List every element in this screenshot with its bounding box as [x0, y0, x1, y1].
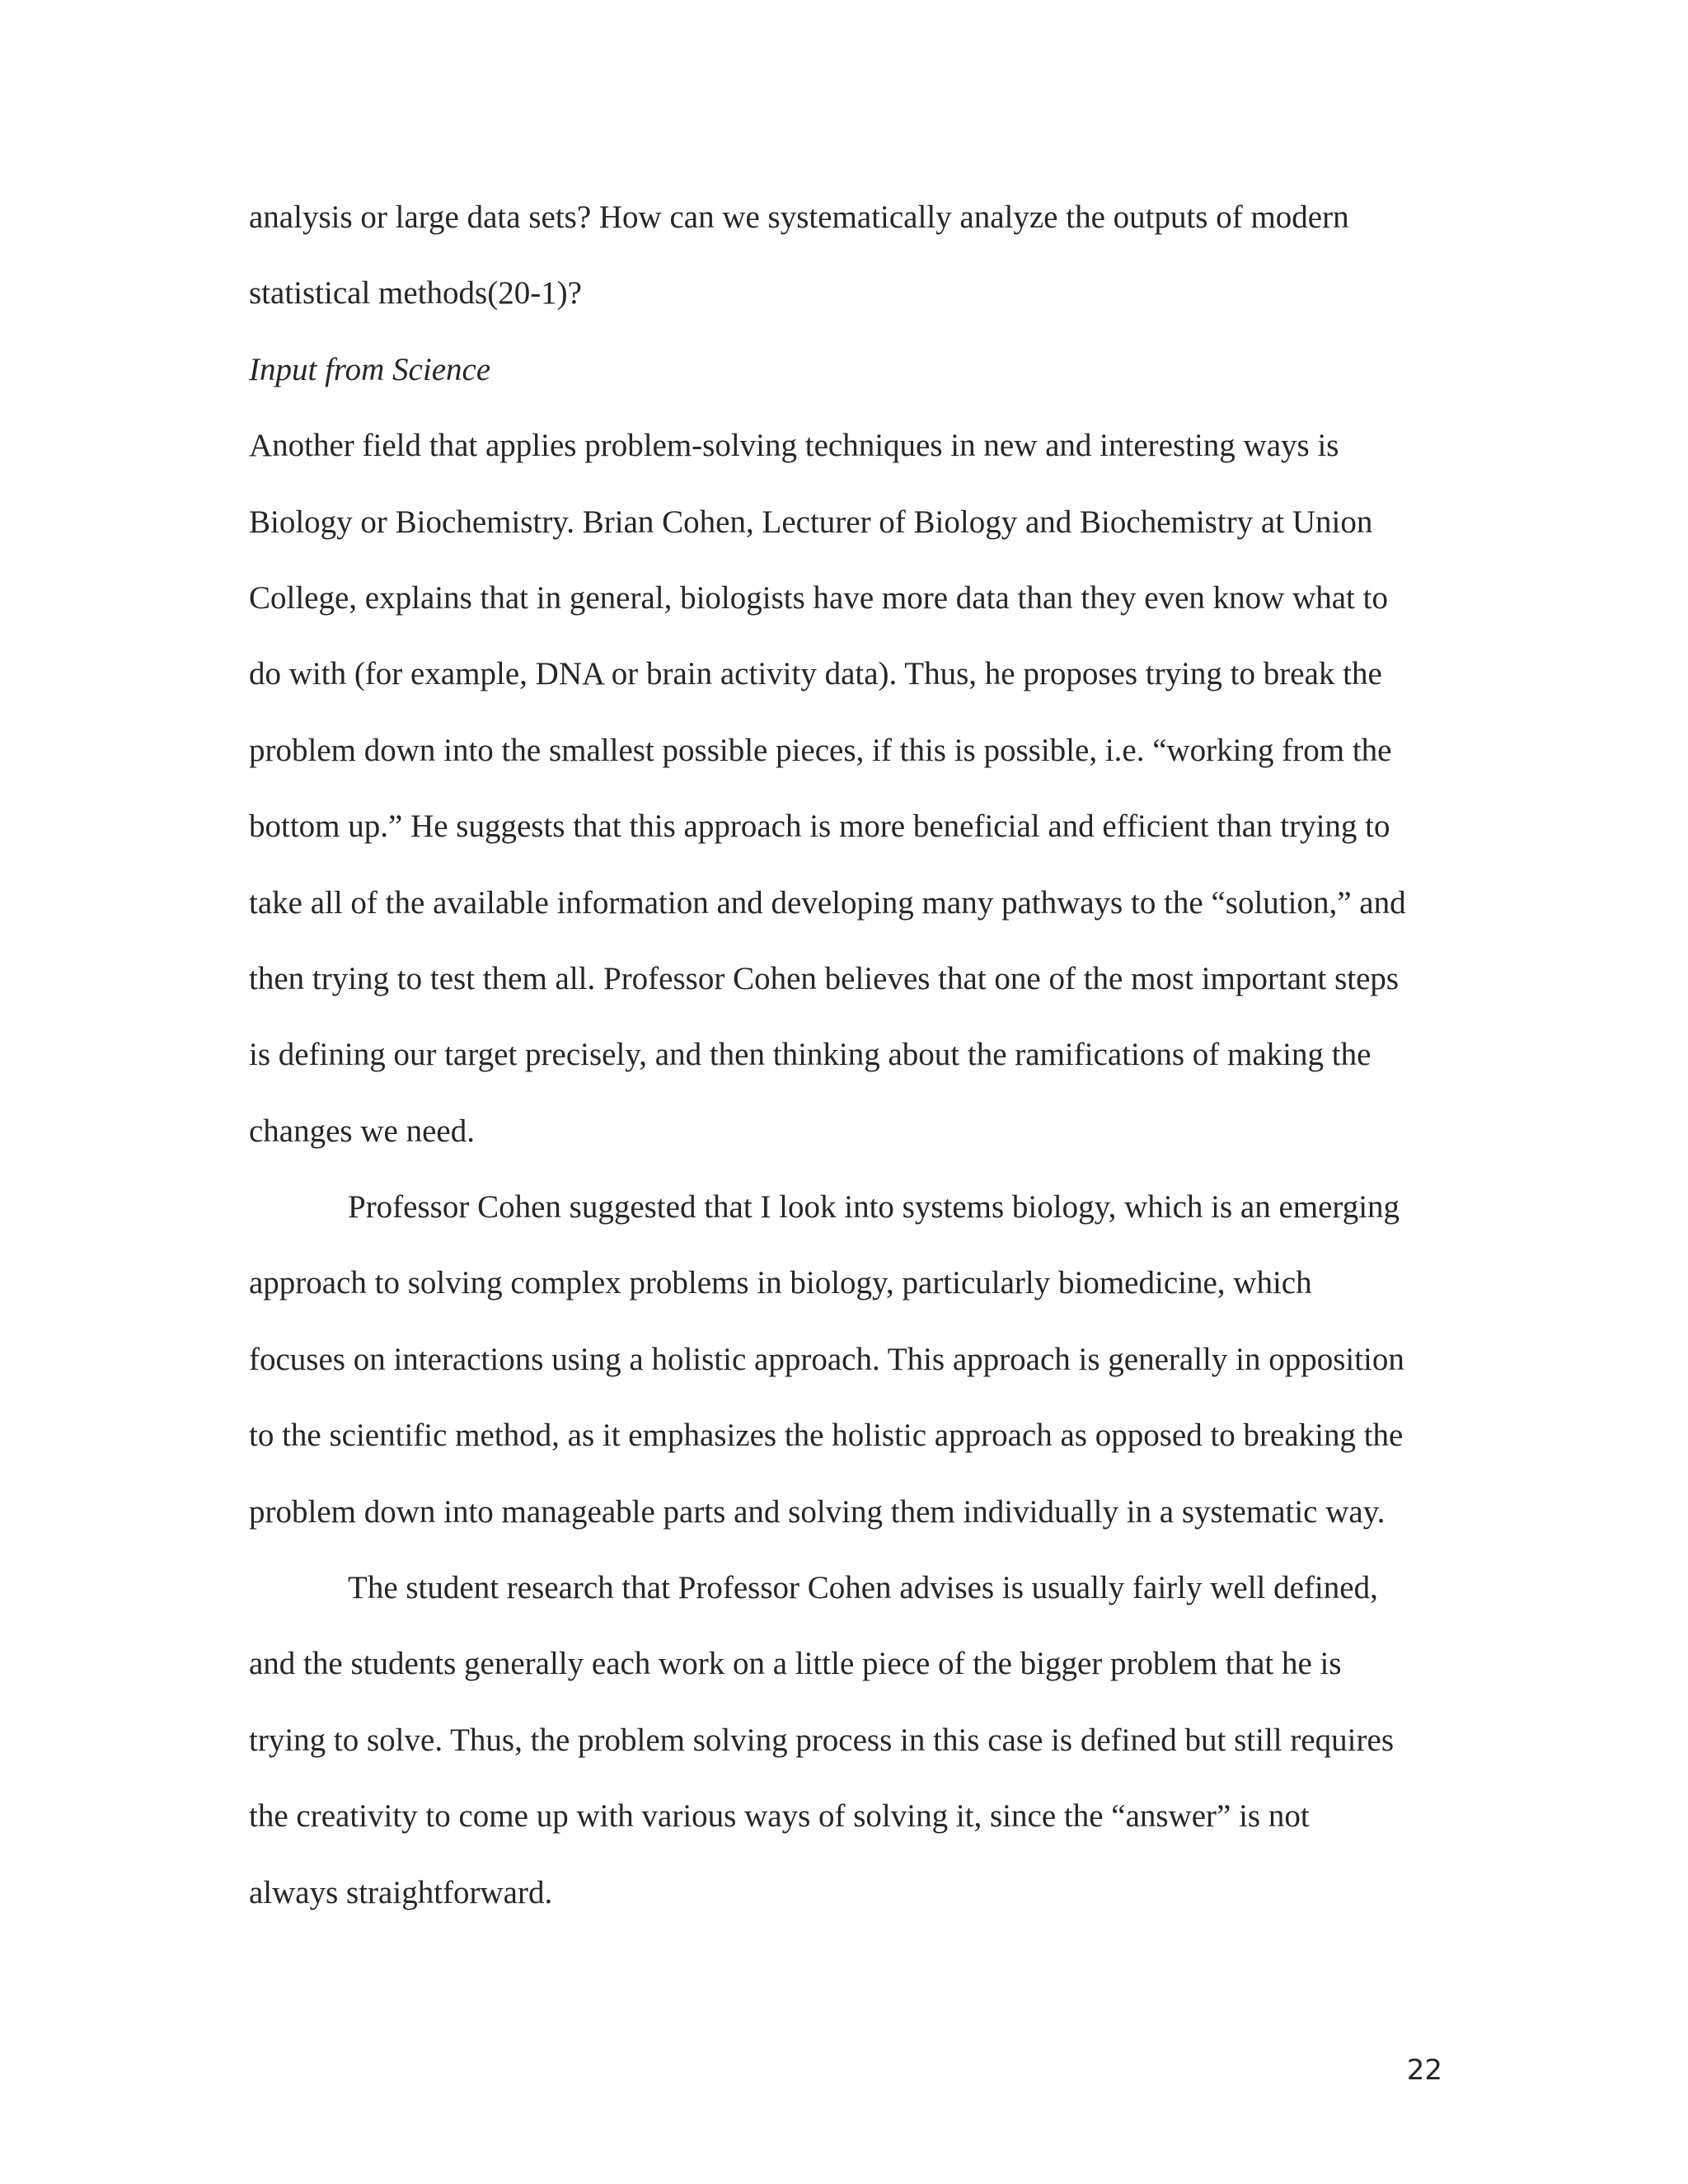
text-line: College, explains that in general, biologists have more data than they even know what to — [249, 579, 1388, 616]
text-line: problem down into the smallest possible pieces, if this is possible, i.e. “working from the — [249, 732, 1392, 768]
text-line-paragraph-start: Professor Cohen suggested that I look into systems biology, which is an emerging — [348, 1189, 1400, 1226]
text-line: approach to solving complex problems in biology, particularly biomedicine, which — [249, 1265, 1312, 1301]
text-line: changes we need. — [249, 1113, 475, 1149]
text-line: statistical methods(20-1)? — [249, 275, 582, 312]
text-line: analysis or large data sets? How can we systematically analyze the outputs of modern — [249, 199, 1349, 235]
text-line: to the scientific method, as it emphasizes the holistic approach as opposed to breaking the — [249, 1418, 1404, 1454]
text-line: and the students generally each work on a little piece of the bigger problem that he is — [249, 1646, 1342, 1682]
text-line: take all of the available information and developing many pathways to the “solution,” and — [249, 884, 1406, 921]
text-line-paragraph-start: The student research that Professor Cohen advises is usually fairly well defined, — [348, 1570, 1378, 1606]
text-line: always straightforward. — [249, 1874, 553, 1910]
text-line: Another field that applies problem-solving techniques in new and interesting ways is — [249, 428, 1339, 464]
text-line: then trying to test them all. Professor Cohen believes that one of the most important steps — [249, 960, 1400, 996]
text-line: trying to solve. Thus, the problem solving process in this case is defined but still requires — [249, 1722, 1394, 1758]
text-line: is defining our target precisely, and then thinking about the ramifications of making the — [249, 1037, 1372, 1073]
text-line: the creativity to come up with various ways of solving it, since the “answer” is not — [249, 1798, 1310, 1835]
section-heading: Input from Science — [249, 351, 491, 387]
text-line: do with (for example, DNA or brain activity data). Thus, he proposes trying to break the — [249, 656, 1382, 692]
text-line: problem down into manageable parts and solving them individually in a systematic way. — [249, 1493, 1386, 1530]
body-text — [249, 190, 1452, 1941]
text-line: focuses on interactions using a holistic approach. This approach is generally in opposition — [249, 1341, 1404, 1377]
text-line: bottom up.” He suggests that this approach is more beneficial and efficient than trying to — [249, 808, 1390, 845]
page-number: 22 — [1406, 2054, 1442, 2087]
text-line: Biology or Biochemistry. Brian Cohen, Lecturer of Biology and Biochemistry at Union — [249, 504, 1373, 540]
